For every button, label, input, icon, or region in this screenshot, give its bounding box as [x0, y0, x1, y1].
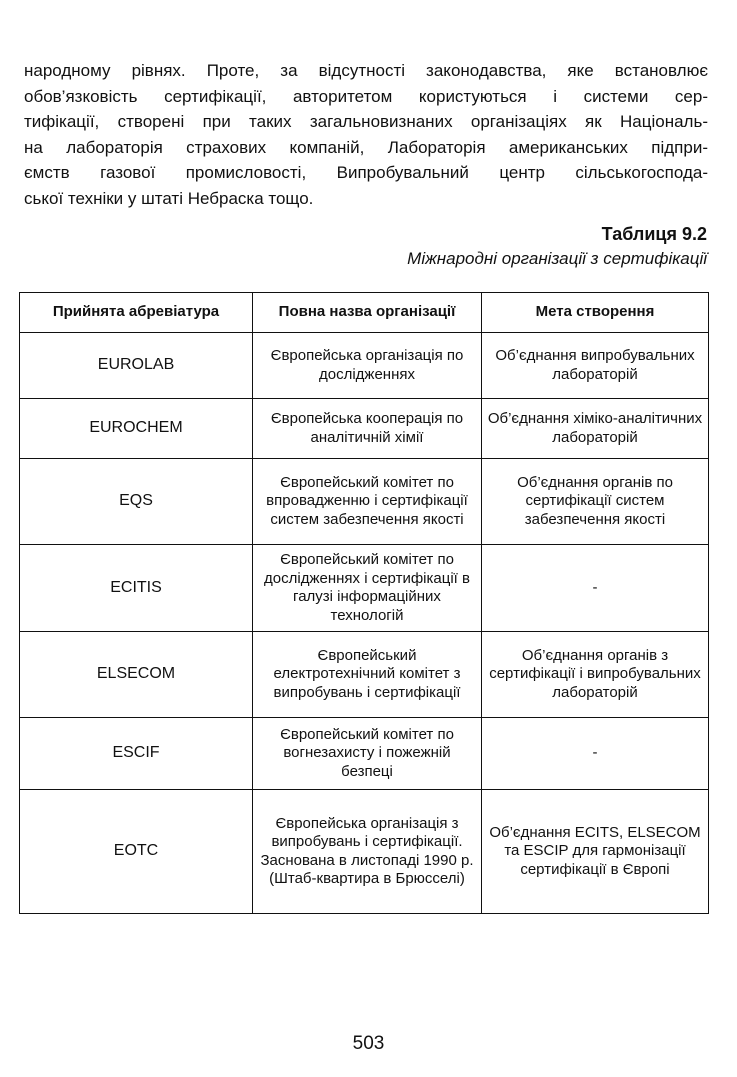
table-row	[20, 718, 709, 790]
cell-full-name: Європейський комітет по дослідженнях і сертифікації в галузі інформаційних технологій	[253, 545, 482, 632]
cell-abbreviation: EUROLAB	[20, 333, 253, 399]
cell-full-name: Європейська організація по дослідженнях	[253, 333, 482, 399]
cell-abbreviation: EUROCHEM	[20, 399, 253, 459]
table-row	[20, 459, 709, 545]
table-header-row	[20, 293, 709, 333]
table-row	[20, 632, 709, 718]
cell-purpose: Об’єднання хіміко-аналітичних лабораторій	[482, 399, 709, 459]
cell-purpose: Об’єднання органів по сертифікації систем забезпечення якості	[482, 459, 709, 545]
cell-abbreviation: ESCIF	[20, 718, 253, 790]
intro-line: обов’язковість сертифікації, авторитетом користуються і системи сер-	[24, 86, 708, 106]
intro-line: народному рівнях. Проте, за відсутності законодавства, яке встановлює	[24, 61, 708, 80]
table-row	[20, 399, 709, 459]
cell-full-name: Європейська організація з випробувань і сертифікації. Заснована в листопаді 1990 р. (Штаб-квартира в Брюсселі)	[253, 790, 482, 914]
cell-full-name: Європейська кооперація по аналітичній хімії	[253, 399, 482, 459]
cell-abbreviation: ELSECOM	[20, 632, 253, 718]
cell-full-name: Європейський комітет по впровадженню і сертифікації систем забезпечення якості	[253, 459, 482, 545]
organizations-table	[19, 292, 709, 914]
cell-purpose: Об’єднання випробувальних лабораторій	[482, 333, 709, 399]
intro-line: на лабораторія страхових компаній, Лабораторія американських підпри-	[24, 137, 708, 157]
table-row	[20, 333, 709, 399]
cell-abbreviation: ECITIS	[20, 545, 253, 632]
cell-full-name: Європейський комітет по вогнезахисту і пожежній безпеці	[253, 718, 482, 790]
cell-purpose: Об’єднання органів з сертифікації і випробувальних лабораторій	[482, 632, 709, 718]
cell-abbreviation: EOTC	[20, 790, 253, 914]
intro-line: тифікації, створені при таких загальновизнаних організаціях як Національ-	[24, 112, 708, 131]
header-full-name: Повна назва організації	[253, 293, 482, 333]
cell-purpose: -	[482, 545, 709, 632]
intro-line: ської техніки у штаті Небраска тощо.	[24, 188, 314, 208]
cell-abbreviation: EQS	[20, 459, 253, 545]
cell-purpose: Об’єднання ECITS, ELSECOM та ESCIP для гармонізації сертифікації в Європі	[482, 790, 709, 914]
cell-full-name: Європейський електротехнічний комітет з випробувань і сертифікації	[253, 632, 482, 718]
header-abbreviation: Прийнята абревіатура	[20, 293, 253, 333]
intro-paragraph	[24, 58, 708, 211]
page-number: 503	[352, 1033, 385, 1054]
table-number: Таблиця 9.2	[601, 224, 707, 244]
table-caption: Міжнародні організації з сертифікації	[407, 249, 707, 268]
header-purpose: Мета створення	[482, 293, 709, 333]
cell-purpose: -	[482, 718, 709, 790]
table-row	[20, 790, 709, 914]
table-row	[20, 545, 709, 632]
intro-line: ємств газової промисловості, Випробувальний центр сільськогоспода-	[24, 163, 708, 182]
